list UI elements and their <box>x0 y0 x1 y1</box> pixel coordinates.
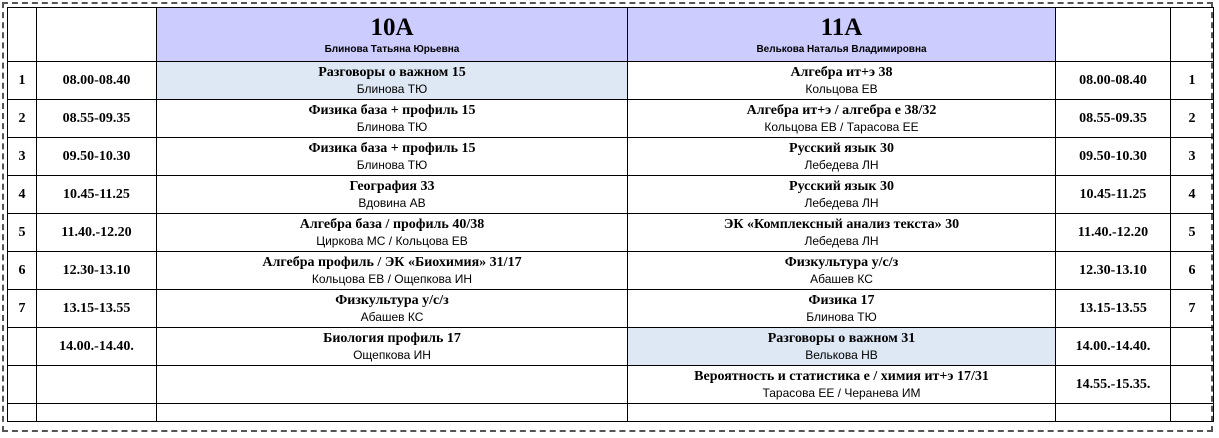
lesson-number: 7 <box>8 290 37 328</box>
teacher: Велькова НВ <box>805 348 878 362</box>
lesson-row <box>8 176 1214 214</box>
class-teacher: Велькова Наталья Владимировна <box>756 44 927 55</box>
subject: Биология профиль 17 <box>323 331 461 346</box>
lesson-time: 12.30-13.10 <box>37 252 157 290</box>
subject: Алгебра ит+э 38 <box>790 65 893 80</box>
teacher: Блинова ТЮ <box>356 82 428 96</box>
subject: Разговоры о важном 31 <box>767 331 916 346</box>
schedule-table <box>7 7 1214 422</box>
lesson-cell-10a <box>157 366 628 404</box>
lesson-time-right: 11.40.-12.20 <box>1056 214 1171 252</box>
teacher: Вдовина АВ <box>358 196 426 210</box>
teacher: Блинова ТЮ <box>356 158 428 172</box>
lesson-time-right: 12.30-13.10 <box>1056 252 1171 290</box>
teacher: Кольцова ЕВ / Тарасова ЕЕ <box>764 120 919 134</box>
lesson-cell-11a <box>628 214 1056 252</box>
teacher: Блинова ТЮ <box>356 120 428 134</box>
lesson-cell-11a <box>628 366 1056 404</box>
lesson-time-right: 08.55-09.35 <box>1056 100 1171 138</box>
lesson-number <box>8 328 37 366</box>
empty-cell <box>37 404 157 422</box>
lesson-cell-10a <box>157 176 628 214</box>
lesson-number-right: 3 <box>1171 138 1214 176</box>
lesson-time: 08.55-09.35 <box>37 100 157 138</box>
teacher: Блинова ТЮ <box>806 310 877 324</box>
teacher: Циркова МС / Кольцова ЕВ <box>316 234 468 248</box>
lesson-cell-11a <box>628 252 1056 290</box>
header-empty-num-right <box>1171 8 1214 62</box>
header-empty-time <box>37 8 157 62</box>
lesson-cell-10a <box>157 252 628 290</box>
lesson-number <box>8 366 37 404</box>
lesson-number-right: 7 <box>1171 290 1214 328</box>
empty-cell <box>8 404 37 422</box>
subject: Разговоры о важном 15 <box>318 65 466 80</box>
subject: Физика база + профиль 15 <box>308 103 476 118</box>
lesson-number: 1 <box>8 62 37 100</box>
subject: Алгебра база / профиль 40/38 <box>299 217 485 232</box>
lesson-time-right: 14.00.-14.40. <box>1056 328 1171 366</box>
lesson-time-right: 08.00-08.40 <box>1056 62 1171 100</box>
class-name: 11А <box>820 14 863 41</box>
lesson-number-right <box>1171 366 1214 404</box>
lesson-time: 10.45-11.25 <box>37 176 157 214</box>
lesson-row <box>8 138 1214 176</box>
lesson-time-right: 13.15-13.55 <box>1056 290 1171 328</box>
lesson-cell-10a <box>157 62 628 100</box>
lesson-row <box>8 290 1214 328</box>
header-row <box>8 8 1214 62</box>
lesson-row <box>8 328 1214 366</box>
lesson-cell-10a <box>157 328 628 366</box>
subject: ЭК «Комплексный анализ текста» 30 <box>723 217 960 232</box>
teacher: Лебедева ЛН <box>804 196 879 210</box>
empty-cell <box>157 404 628 422</box>
lesson-number-right: 5 <box>1171 214 1214 252</box>
lesson-time: 13.15-13.55 <box>37 290 157 328</box>
lesson-cell-11a <box>628 100 1056 138</box>
lesson-number: 4 <box>8 176 37 214</box>
class-header-11a <box>628 8 1056 62</box>
lesson-cell-11a <box>628 328 1056 366</box>
lesson-number-right <box>1171 328 1214 366</box>
lesson-time-right: 10.45-11.25 <box>1056 176 1171 214</box>
lesson-time: 09.50-10.30 <box>37 138 157 176</box>
lesson-cell-11a <box>628 176 1056 214</box>
lesson-time <box>37 366 157 404</box>
subject: Физкультура у/с/з <box>784 255 899 270</box>
lesson-cell-11a <box>628 138 1056 176</box>
class-teacher: Блинова Татьяна Юрьевна <box>324 44 460 55</box>
class-name: 10А <box>370 14 414 41</box>
lesson-number: 2 <box>8 100 37 138</box>
lesson-number-right: 1 <box>1171 62 1214 100</box>
lesson-number: 5 <box>8 214 37 252</box>
subject: Алгебра ит+э / алгебра е 38/32 <box>746 103 937 118</box>
class-header-10a <box>157 8 628 62</box>
lesson-row <box>8 252 1214 290</box>
teacher: Ощепкова ИН <box>353 348 431 362</box>
subject: Физика 17 <box>808 293 875 308</box>
subject: География 33 <box>349 179 435 194</box>
lesson-number-right: 4 <box>1171 176 1214 214</box>
subject: Вероятность и статистика е / химия ит+э 17/31 <box>694 369 989 384</box>
lesson-cell-11a <box>628 62 1056 100</box>
lesson-cell-11a <box>628 290 1056 328</box>
lesson-number-right: 2 <box>1171 100 1214 138</box>
lesson-time-right: 09.50-10.30 <box>1056 138 1171 176</box>
teacher: Тарасова ЕЕ / Черанева ИМ <box>762 386 921 400</box>
lesson-row <box>8 366 1214 404</box>
empty-row <box>8 404 1214 422</box>
lesson-time: 14.00.-14.40. <box>37 328 157 366</box>
teacher: Абашев КС <box>810 272 873 286</box>
subject: Физкультура у/с/з <box>335 293 449 308</box>
header-empty-time-right <box>1056 8 1171 62</box>
lesson-row <box>8 100 1214 138</box>
empty-cell <box>628 404 1056 422</box>
lesson-row <box>8 214 1214 252</box>
empty-cell <box>1056 404 1171 422</box>
lesson-time: 11.40.-12.20 <box>37 214 157 252</box>
teacher: Абашев КС <box>360 310 424 324</box>
lesson-row <box>8 62 1214 100</box>
lesson-time: 08.00-08.40 <box>37 62 157 100</box>
lesson-cell-10a <box>157 100 628 138</box>
teacher: Лебедева ЛН <box>804 158 879 172</box>
subject: Русский язык 30 <box>789 141 894 156</box>
teacher: Кольцова ЕВ / Ощепкова ИН <box>311 272 473 286</box>
subject: Алгебра профиль / ЭК «Биохимия» 31/17 <box>262 255 522 270</box>
subject: Физика база + профиль 15 <box>308 141 476 156</box>
lesson-number-right: 6 <box>1171 252 1214 290</box>
lesson-number: 3 <box>8 138 37 176</box>
lesson-cell-10a <box>157 214 628 252</box>
teacher: Лебедева ЛН <box>804 234 879 248</box>
lesson-cell-10a <box>157 138 628 176</box>
empty-cell <box>1171 404 1214 422</box>
lesson-number: 6 <box>8 252 37 290</box>
lesson-time-right: 14.55.-15.35. <box>1056 366 1171 404</box>
lesson-cell-10a <box>157 290 628 328</box>
teacher: Кольцова ЕВ <box>805 82 878 96</box>
subject: Русский язык 30 <box>789 179 894 194</box>
header-empty-num <box>8 8 37 62</box>
